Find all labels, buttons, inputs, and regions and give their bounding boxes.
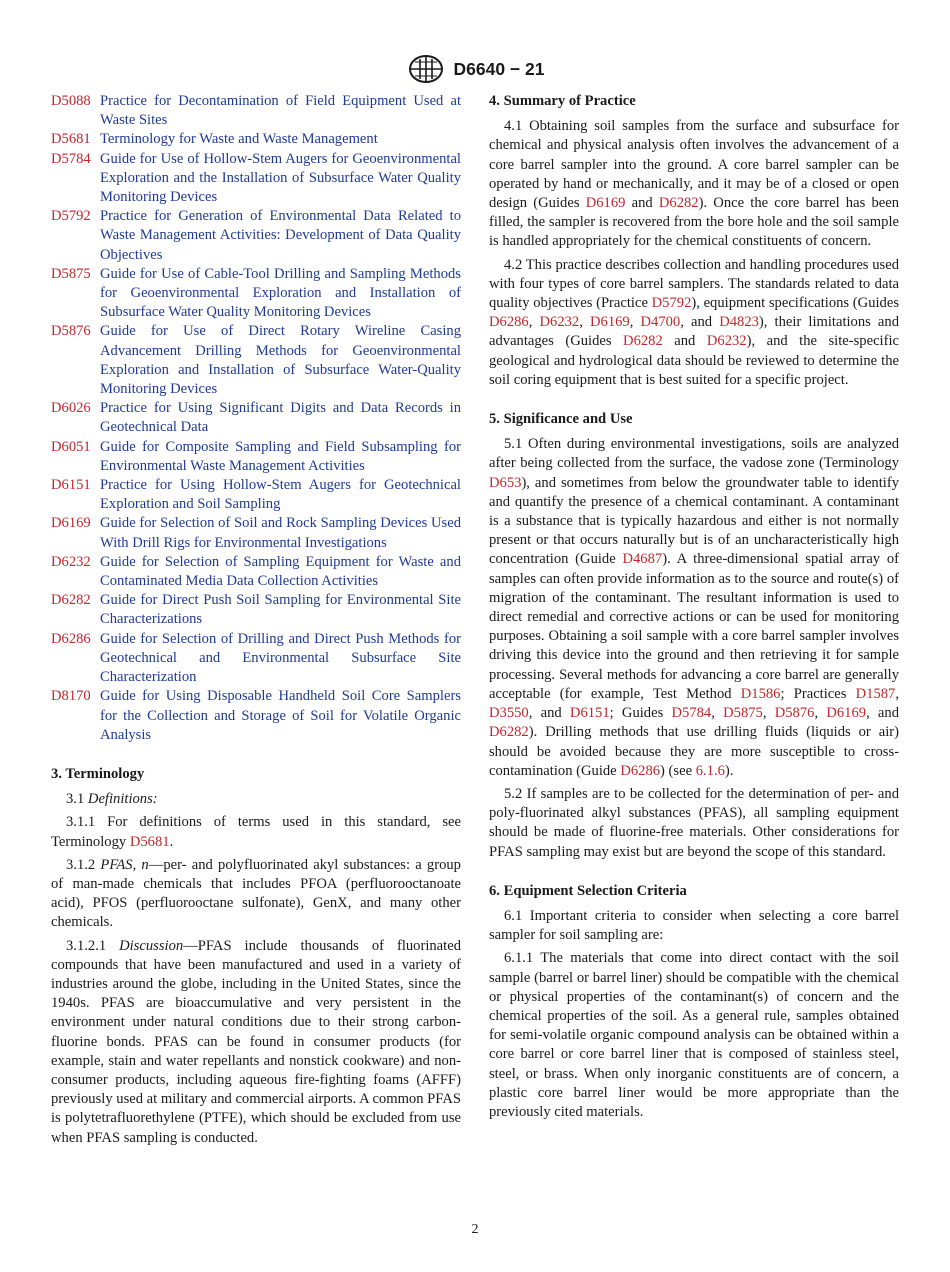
reference-code[interactable]: D5088: [51, 93, 91, 109]
reference-link[interactable]: D4700: [640, 314, 681, 331]
reference-code[interactable]: D6282: [51, 592, 91, 609]
text-run: 5.1 Often during environmental investigations, soils are analyzed after being collected from the surface, the vadose zone (Terminology: [489, 436, 899, 472]
reference-code[interactable]: D6051: [51, 438, 91, 455]
reference-link[interactable]: D6286: [620, 762, 661, 779]
paragraph-4-1: [489, 117, 899, 251]
reference-title[interactable]: Terminology for Waste and Waste Management: [100, 131, 378, 148]
text-run: ,: [814, 705, 827, 722]
text-run: ,: [762, 705, 775, 722]
reference-title[interactable]: Practice for Using Hollow-Stem Augers for Geotechnical Exploration and Soil Sampling: [100, 477, 461, 513]
reference-item[interactable]: [51, 514, 461, 552]
reference-item[interactable]: [51, 630, 461, 688]
text-run: ), and the site-specific geological and hydrological data should be reviewed to determine the soil coring equipment that is best suited for a specific project.: [489, 333, 900, 388]
text-run: ), their limitations and advantages (Guides: [489, 314, 900, 350]
reference-title[interactable]: Guide for Using Disposable Handheld Soil Core Samplers for the Collection and Storage of Soil for Volatile Organic Analysis: [100, 688, 461, 743]
text-run: ), and sometimes from below the groundwater table to identify and quantify the presence of a chemical contaminant. A contaminant is a substance that is typically hazardous and either is not normally present or that occurs naturally but is of an uncharacteristically high concentration (Guide: [489, 474, 899, 568]
reference-code[interactable]: D6286: [51, 630, 91, 647]
section-heading-terminology: 3. Terminology: [51, 765, 145, 782]
reference-link[interactable]: D3550: [489, 705, 529, 722]
astm-logo-icon: [406, 54, 446, 84]
text-run: ), equipment specifications (Guides: [691, 295, 900, 312]
text-run: ). Drilling methods that use drilling fluids (liquids or air) should be avoided because they are more susceptible to cross-contamination (Guide: [489, 724, 899, 779]
reference-link[interactable]: D6286: [489, 314, 529, 331]
defined-term: PFAS, n: [100, 856, 149, 873]
text-run: ; Guides: [609, 705, 672, 722]
reference-code[interactable]: D6232: [51, 553, 91, 570]
text-run: ,: [528, 314, 540, 331]
paragraph-6-1: 6.1 Important criteria to consider when selecting a core barrel sampler for soil sampling are:: [489, 907, 899, 944]
reference-link[interactable]: 6.1.6: [695, 762, 725, 779]
reference-item[interactable]: [51, 322, 461, 399]
reference-code[interactable]: D6169: [51, 515, 91, 532]
reference-title[interactable]: Guide for Selection of Sampling Equipment for Waste and Contaminated Media Data Collection Activities: [100, 553, 461, 590]
text-run: ; Practices: [780, 685, 856, 702]
reference-code[interactable]: D8170: [51, 688, 91, 705]
text-run: .: [169, 833, 174, 850]
reference-title[interactable]: Guide for Selection of Soil and Rock Sampling Devices Used With Drill Rigs for Environmental Investigations: [100, 515, 461, 551]
clause-number: 3.1: [66, 791, 85, 808]
reference-link[interactable]: D6151: [569, 705, 610, 722]
reference-title[interactable]: Guide for Composite Sampling and Field Subsampling for Environmental Waste Management Activities: [100, 438, 461, 474]
text-run: 4.1 Obtaining soil samples from the surface and subsurface for chemical and physical analysis often involves the advancement of a core barrel sampler into the ground. A core barrel sampler can be operated by hand or mechanically, and it may be of a closed or open design (Guides: [489, 118, 899, 212]
text-run: ,: [629, 314, 641, 331]
reference-link[interactable]: D6282: [623, 333, 663, 350]
clause-label: Definitions:: [87, 791, 158, 808]
reference-item[interactable]: [51, 687, 461, 745]
text-run: ). A three-dimensional spatial array of samples can often provide information as to the source and route(s) of migration of the contaminant. The resultant information is used to direct remedial and corrective actions or can be used for monitoring purposes. Obtaining a soil sample with a core barrel sampler involves driving this device into the ground and then retrieving it for sample processing. Several methods for advancing a core barrel are generally acceptable (for example, Test Method: [489, 551, 900, 702]
reference-link[interactable]: D5792: [651, 295, 692, 312]
reference-link[interactable]: D4823: [719, 314, 759, 331]
text-run: ,: [895, 685, 899, 702]
reference-link[interactable]: D6282: [489, 724, 529, 741]
reference-title[interactable]: Guide for Use of Direct Rotary Wireline Casing Advancement Drilling Methods for Geoenvironmental Exploration and Installation of Subsurface Water-Quality Monitoring Devices: [100, 323, 461, 398]
reference-title[interactable]: Guide for Use of Hollow-Stem Augers for Geoenvironmental Exploration and the Installation of Subsurface Water Quality Monitoring Devices: [100, 150, 461, 206]
reference-item[interactable]: [51, 591, 461, 629]
discussion-label: Discussion: [119, 937, 184, 954]
reference-item[interactable]: [51, 265, 461, 323]
paragraph-3-1-1: [51, 813, 461, 851]
reference-link[interactable]: D653: [489, 474, 522, 491]
reference-link[interactable]: D6169: [590, 314, 630, 331]
text-run: ).: [724, 762, 734, 779]
reference-item[interactable]: [51, 92, 461, 130]
paragraph-5-2: 5.2 If samples are to be collected for the determination of per- and poly-fluorinated alkyl substances (PFAS), all sampling equipment should be made of fluorine-free materials. Other considerations for PFAS sampling may exist but are beyond the scope of this standard.: [489, 785, 899, 860]
reference-code[interactable]: D5681: [51, 131, 91, 148]
reference-title[interactable]: Guide for Direct Push Soil Sampling for Environmental Site Characterizations: [100, 592, 461, 628]
paragraph-3-1: [51, 790, 461, 809]
discussion-text: —PFAS include thousands of fluorinated compounds that have been manufactured and used in a variety of industries around the globe, including in the United States, since the 1940s. PFAS are bioaccumulative and very persistent in the environment under natural conditions due to their strong carbon-fluorine bonds. PFAS can be found in consumer products (for example, stain and water repellants and nonstick cookware) and non-consumer products, including aqueous fire-fighting foams (AFFF) previously used at military and commercial airports. A common PFAS is polytetrafluorethylene (PTFE), which should be excluded from use when PFAS sampling is conducted.: [51, 937, 461, 1146]
reference-link[interactable]: D5784: [671, 705, 712, 722]
reference-item[interactable]: [51, 476, 461, 514]
reference-code[interactable]: D6026: [51, 400, 91, 417]
reference-code[interactable]: D5784: [51, 150, 91, 167]
section-heading-equipment: 6. Equipment Selection Criteria: [489, 882, 687, 899]
text-run: ). Once the core barrel has been filled, the sampler is recovered from the bore hole and the soil sample is handled appropriately for the chemical constituents of concern.: [489, 195, 899, 250]
paragraph-4-2: [489, 256, 899, 390]
clause-number: 3.1.2: [66, 856, 101, 873]
left-column: [51, 92, 461, 1152]
text-run: 4.2 This practice describes collection and handling procedures used with four types of core barrel samplers. The standards related to data quality objectives (Practice: [489, 256, 899, 312]
reference-item[interactable]: [51, 438, 461, 476]
text-run: ,: [711, 705, 724, 722]
reference-item[interactable]: [51, 399, 461, 437]
reference-code[interactable]: D6151: [51, 477, 91, 494]
text-run: 3.1.1 For definitions of terms used in this standard, see Terminology: [51, 814, 461, 850]
reference-link[interactable]: D6232: [539, 314, 580, 331]
page-header: [0, 54, 950, 84]
paragraph-3-1-2: [51, 856, 461, 933]
reference-item[interactable]: [51, 553, 461, 591]
reference-link[interactable]: D5875: [723, 705, 763, 722]
reference-code[interactable]: D5792: [51, 208, 91, 225]
reference-link[interactable]: D6169: [826, 705, 867, 722]
reference-title[interactable]: Guide for Use of Cable-Tool Drilling and Sampling Methods for Geoenvironmental Exploration and Installation of Subsurface Water Quality Monitoring Devices: [100, 265, 461, 321]
reference-item[interactable]: [51, 207, 461, 265]
text-run: , and: [680, 314, 720, 331]
section-heading-significance: 5. Significance and Use: [489, 411, 633, 428]
paragraph-3-1-2-1: [51, 937, 461, 1148]
paragraph-6-1-1: 6.1.1 The materials that come into direct contact with the soil sample (barrel or barrel liner) should be compatible with the chemical or physical properties of the contaminant(s) of concern and the chemical properties of the soil. As a general rule, samples obtained for semi-volatile organic compound analysis can be obtained within a core barrel or core barrel liner that is composed of stainless steel, steel, or brass. When only inorganic constituents are of concern, a plastic core barrel liner would be more appropriate than the previously cited materials.: [489, 950, 899, 1120]
page-number: 2: [471, 1222, 479, 1237]
definition-text: —per- and polyfluorinated akyl substances: a group of man-made chemicals that includes PFOA (perfluorooctanoate acid), PFOS (perfluorooctane sulfonate), GenX, and many other chemicals.: [51, 856, 461, 931]
reference-link[interactable]: D5681: [129, 833, 170, 850]
paragraph-5-1: [489, 435, 899, 781]
clause-number: 3.1.2.1: [66, 937, 120, 954]
reference-link[interactable]: D6282: [658, 195, 699, 212]
reference-link[interactable]: D4687: [622, 551, 663, 568]
text-run: ) (see: [660, 762, 696, 779]
reference-link[interactable]: D1586: [740, 685, 781, 702]
reference-link[interactable]: D5876: [774, 705, 815, 722]
reference-list: [51, 92, 461, 745]
reference-link[interactable]: D1587: [855, 685, 896, 702]
document-id: D6640 − 21: [453, 58, 545, 79]
reference-title[interactable]: Practice for Using Significant Digits and Data Records in Geotechnical Data: [100, 400, 461, 436]
text-run: and: [662, 333, 707, 350]
reference-title[interactable]: Guide for Selection of Drilling and Direct Push Methods for Geotechnical and Environmental Subsurface Site Characterization: [100, 630, 461, 686]
reference-item[interactable]: [51, 150, 461, 208]
reference-code[interactable]: D5876: [51, 323, 91, 340]
reference-link[interactable]: D6232: [706, 333, 747, 350]
section-heading-summary: 4. Summary of Practice: [489, 93, 636, 109]
reference-item[interactable]: [51, 130, 461, 149]
reference-link[interactable]: D6169: [585, 195, 626, 212]
right-column: [489, 92, 899, 1126]
text-run: ,: [579, 314, 590, 331]
text-run: and: [625, 195, 659, 212]
reference-title[interactable]: Practice for Generation of Environmental Data Related to Waste Management Activities: Development of Data Quality Objectives: [100, 208, 461, 263]
reference-code[interactable]: D5875: [51, 265, 91, 282]
text-run: , and: [866, 705, 900, 722]
reference-title[interactable]: Practice for Decontamination of Field Equipment Used at Waste Sites: [100, 93, 461, 129]
text-run: , and: [528, 705, 570, 722]
